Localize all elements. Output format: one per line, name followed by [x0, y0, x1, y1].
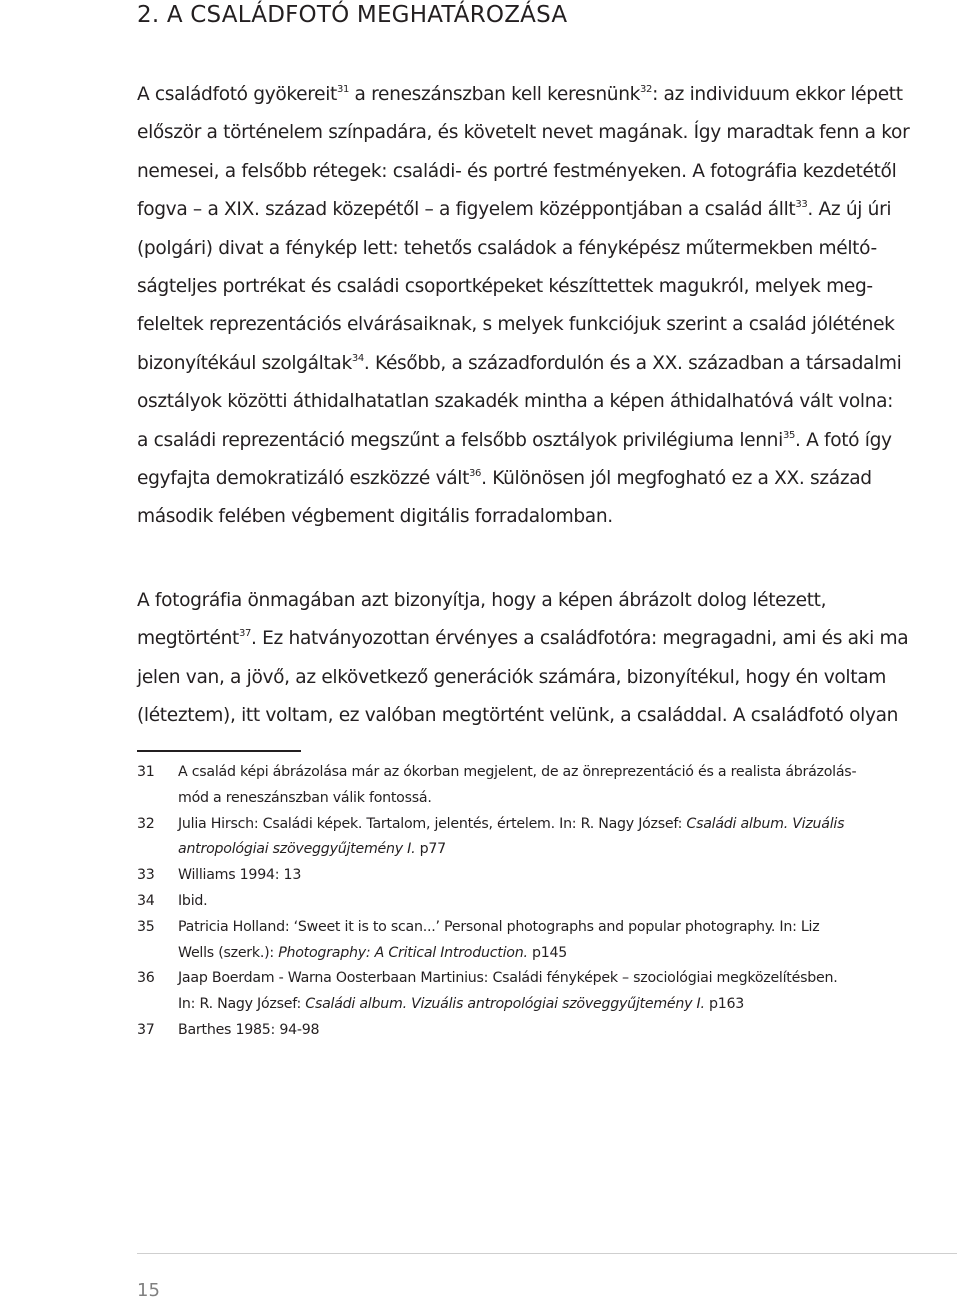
text-line: nemesei, a felsőbb rétegek: családi- és portré festményeken. A fotográfia kezdetétől [137, 160, 897, 182]
footnote-ref-34[interactable]: 34 [351, 352, 364, 364]
text-line: fogva – a XIX. század közepétől – a figyelem középpontjában a család állt$^{33}$. Az új úri [137, 199, 892, 221]
text-line: (léteztem), itt voltam, ez valóban megtörtént velünk, a családdal. A családfotó olyan [137, 705, 899, 727]
text-line: (polgári) divat a fénykép lett: tehetős családok a fényképész műtermekben méltó- [137, 237, 877, 259]
text-line: a családi reprezentáció megszűnt a felsőbb osztályok privilégiuma lenni$^{35}$. A fotó így [137, 429, 892, 451]
chapter-heading: 2. A CSALÁDFOTÓ MEGHATÁROZÁSA [137, 2, 568, 28]
footnote-ref-36[interactable]: 36 [469, 468, 482, 480]
text-line: feleltek reprezentációs elvárásaiknak, s melyek funkciójuk szerint a család jólétének [137, 314, 895, 336]
body-paragraph-1 [137, 76, 957, 537]
footnotes [137, 760, 957, 1044]
text-line: jelen van, a jövő, az elkövetkező generációk számára, bizonyítékul, hogy én voltam [137, 666, 886, 688]
footnote-item [137, 863, 957, 889]
footnote-item [137, 812, 957, 864]
footnote-text: Barthes 1985: 94-98 [178, 1021, 320, 1038]
footnote-number: 32 [137, 815, 155, 832]
footnote-text: Patricia Holland: ‘Sweet it is to scan...’ Personal photographs and popular photography. In: Liz Wells (szerk.): Photography: A Critical Introduction. p145 [178, 918, 820, 961]
footnote-text: Ibid. [178, 892, 208, 909]
footnote-text: Williams 1994: 13 [178, 867, 302, 884]
footnote-ref-37[interactable]: 37 [238, 628, 252, 640]
footnote-ref-35[interactable]: 35 [782, 429, 795, 441]
footer-divider [137, 1253, 957, 1254]
footnote-ref-31[interactable]: 31 [336, 84, 349, 95]
text-line: második felében végbement digitális forradalomban. [137, 506, 613, 528]
footnote-ref-33[interactable]: 33 [795, 199, 808, 211]
footnote-item [137, 760, 957, 812]
body-paragraph-2 [137, 582, 957, 736]
footnote-separator [137, 750, 301, 752]
footnote-text: Jaap Boerdam - Warna Oosterbaan Martinius: Családi fényképek – szociológiai megközelítésben. In: R. Nagy József: Családi album. Vizuális antropológiai szöveggyűjtemény I. p163 [178, 970, 838, 1013]
text-line: ságteljes portrékat és családi csoportképeket készíttettek magukról, melyek meg- [137, 276, 873, 298]
text-line: A családfotó gyökereit$^{31}$ a reneszánszban kell keresnünk$^{32}$: az individuum ekkor lépett [137, 84, 903, 105]
footnote-number: 33 [137, 867, 155, 884]
footnote-text: Julia Hirsch: Családi képek. Tartalom, jelentés, értelem. In: R. Nagy József: Családi album. Vizuális antropológiai szöveggyűjtemény I. p77 [178, 815, 845, 858]
footnote-item [137, 966, 957, 1018]
page-number: 15 [137, 1280, 160, 1301]
text-line: megtörtént$^{37}$. Ez hatványozottan érvényes a családfotóra: megragadni, ami és aki ma [137, 628, 909, 650]
footnote-item [137, 889, 957, 915]
text-line: egyfajta demokratizáló eszközzé vált$^{36}$. Különösen jól megfogható ez a XX. század [137, 468, 872, 490]
footnote-number: 35 [137, 918, 155, 935]
footnote-item [137, 1018, 957, 1044]
text-line: osztályok közötti áthidalhatatlan szakadék mintha a képen áthidalhatóvá vált volna: [137, 391, 894, 413]
text-line: bizonyítékául szolgáltak$^{34}$. Később, a századfordulón és a XX. században a társadalmi [137, 352, 902, 374]
text-line: először a történelem színpadára, és követelt nevet magának. Így maradtak fenn a kor [137, 122, 910, 144]
footnote-number: 31 [137, 764, 155, 780]
footnote-item [137, 915, 957, 967]
footnote-number: 34 [137, 892, 155, 909]
footnote-number: 36 [137, 970, 155, 987]
footnote-text: A család képi ábrázolása már az ókorban megjelent, de az önreprezentáció és a realista ábrázolás- mód a reneszánszban válik fontossá. [178, 764, 857, 806]
footnote-ref-32[interactable]: 32 [640, 84, 653, 95]
text-line: A fotográfia önmagában azt bizonyítja, hogy a képen ábrázolt dolog létezett, [137, 590, 827, 611]
footnote-number: 37 [137, 1021, 155, 1038]
